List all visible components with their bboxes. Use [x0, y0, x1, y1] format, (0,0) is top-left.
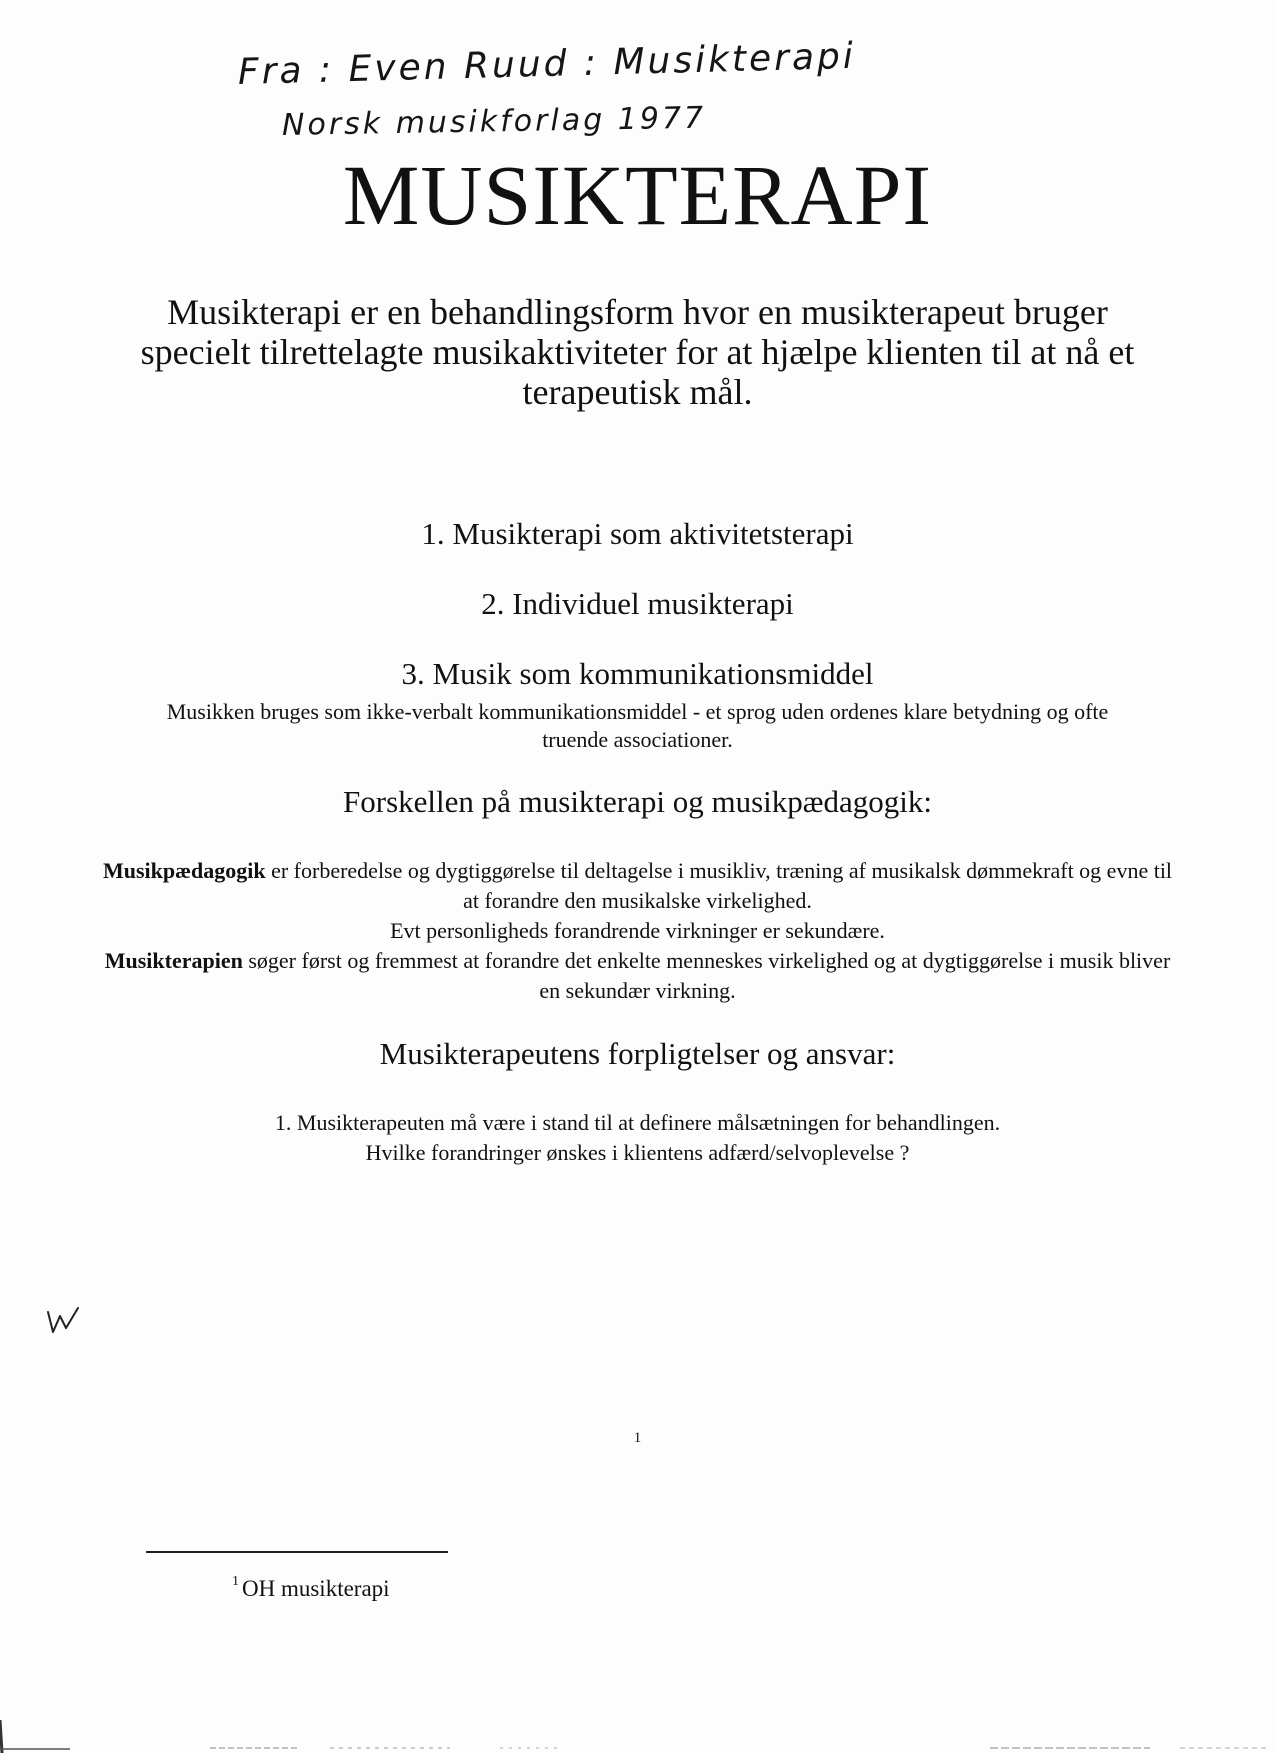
handwritten-source-line-2: Norsk musikforlag 1977	[281, 100, 707, 143]
pedagogy-note: Evt personligheds forandrende virkninger er sekundære.	[390, 918, 885, 943]
footnote-text: OH musikterapi	[242, 1576, 390, 1601]
list-item-individual-therapy: 2. Individuel musikterapi	[481, 586, 794, 621]
list-item-activity-therapy: 1. Musikterapi som aktivitetsterapi	[421, 516, 854, 551]
difference-heading: Forskellen på musikterapi og musikpædagogik:	[343, 784, 932, 819]
handwritten-source-line-1: Fra : Even Ruud : Musikterapi	[237, 35, 857, 93]
footnote-divider	[146, 1551, 448, 1553]
therapy-paragraph	[100, 946, 1175, 1006]
footnote	[232, 1576, 390, 1602]
difference-body	[100, 856, 1175, 1006]
therapy-text: søger først og fremmest at forandre det enkelte menneskes virkelighed og at dygtiggørelse i musik bliver en sekundær virkning.	[242, 948, 1171, 1003]
therapy-term: Musikterapien	[104, 948, 243, 973]
pedagogy-term: Musikpædagogik	[102, 858, 266, 883]
intro-paragraph: Musikterapi er en behandlingsform hvor en musikterapeut bruger specielt tilrettelagte musikaktiviteter for at hjælpe klienten til at nå et terapeutisk mål.	[140, 292, 1135, 412]
pedagogy-text: er forberedelse og dygtiggørelse til deltagelse i musikliv, træning af musikalsk dømmekraft og evne til at forandre den musikalske virkelighed.	[265, 858, 1173, 913]
obligation-item-1-line-1: 1. Musikterapeuten må være i stand til at definere målsætningen for behandlingen.	[274, 1110, 1001, 1135]
obligations-list	[100, 1108, 1175, 1168]
pedagogy-paragraph	[100, 856, 1175, 916]
handwritten-margin-mark-icon	[44, 1302, 104, 1342]
footnote-marker: 1	[232, 1574, 239, 1589]
page-title: MUSIKTERAPI	[342, 147, 933, 243]
obligation-item-1-line-2: Hvilke forandringer ønskes i klientens adfærd/selvoplevelse ?	[365, 1140, 910, 1165]
scan-edge-artifact	[0, 1720, 1275, 1753]
communication-description: Musikken bruges som ikke-verbalt kommunikationsmiddel - et sprog uden ordenes klare betydning og ofte truende associationer.	[166, 699, 1109, 752]
page-number: 1	[633, 1430, 642, 1446]
obligations-heading: Musikterapeutens forpligtelser og ansvar:	[379, 1036, 896, 1071]
list-item-communication: 3. Musik som kommunikationsmiddel	[401, 656, 874, 691]
